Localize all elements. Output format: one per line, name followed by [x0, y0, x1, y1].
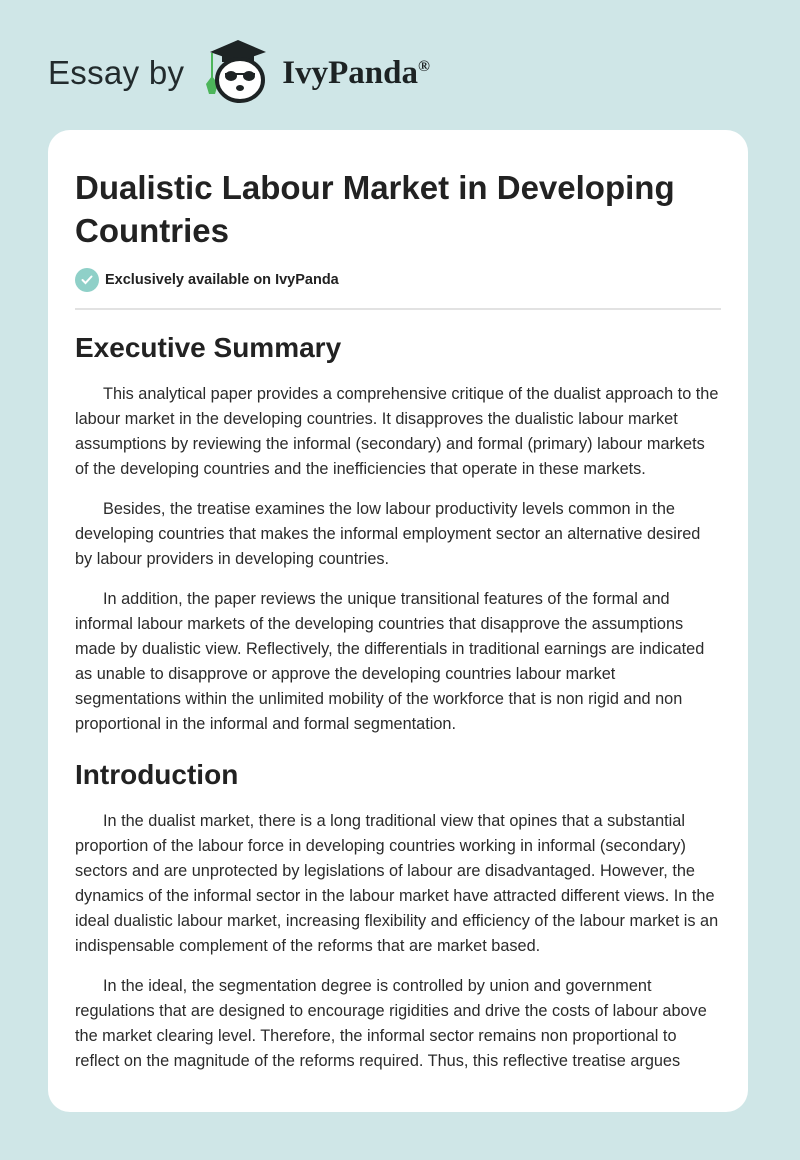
- paragraph: In the ideal, the segmentation degree is controlled by union and government regulations that are designed to encourage rigidities and drive the costs of labour above the market clearing level. Therefore, the informal sector remains non proportional to reflect on the magnitude of the reforms required. Thus, this reflective treatise argues: [75, 977, 707, 1070]
- essay-by-label: Essay by: [48, 54, 185, 91]
- paragraph: This analytical paper provides a comprehensive critique of the dualist approach to the labour market in the developing countries. It disapproves the dualistic labour market assumptions by reviewing the informal (secondary) and formal (primary) labour markets of the developing countries and the inefficiencies that operate in these markets.: [75, 385, 719, 478]
- site-header: [48, 38, 430, 108]
- ivypanda-logo-icon[interactable]: [202, 36, 274, 111]
- exclusive-text: Exclusively available on IvyPanda: [105, 272, 339, 288]
- essay-card: [48, 130, 748, 1112]
- section-heading: Executive Summary: [75, 332, 342, 363]
- registered-mark: ®: [418, 57, 430, 75]
- brand-name[interactable]: [282, 55, 430, 92]
- exclusive-badge: [75, 268, 721, 310]
- paragraph: In addition, the paper reviews the unique transitional features of the formal and informal labour markets of the developing countries that disapprove the assumptions made by dualistic view. Reflectively, the differentials in traditional earnings are indicated as unable to disapprove or approve the developing countries labour market segmentations within the unlimited mobility of the workforce that is non rigid and non proportional in the informal and formal segmentation.: [75, 590, 705, 733]
- paragraph: In the dualist market, there is a long traditional view that opines that a substantial proportion of the labour force in developing countries working in informal (secondary) sectors and are unprotected by legislations of labour are disadvantaged. However, the dynamics of the informal sector in the labour market have attracted different views. In the ideal dualistic labour market, increasing flexibility and efficiency of the labour market is an indispensable complement of the reforms that are market based.: [75, 812, 719, 955]
- paragraph: Besides, the treatise examines the low labour productivity levels common in the developing countries that makes the informal employment sector an alternative desired by labour providers in developing countries.: [75, 500, 701, 568]
- section-heading: Introduction: [75, 759, 239, 790]
- essay-title: Dualistic Labour Market in Developing Countries: [75, 169, 675, 249]
- check-icon: [75, 268, 99, 292]
- brand-text: IvyPanda: [282, 54, 419, 91]
